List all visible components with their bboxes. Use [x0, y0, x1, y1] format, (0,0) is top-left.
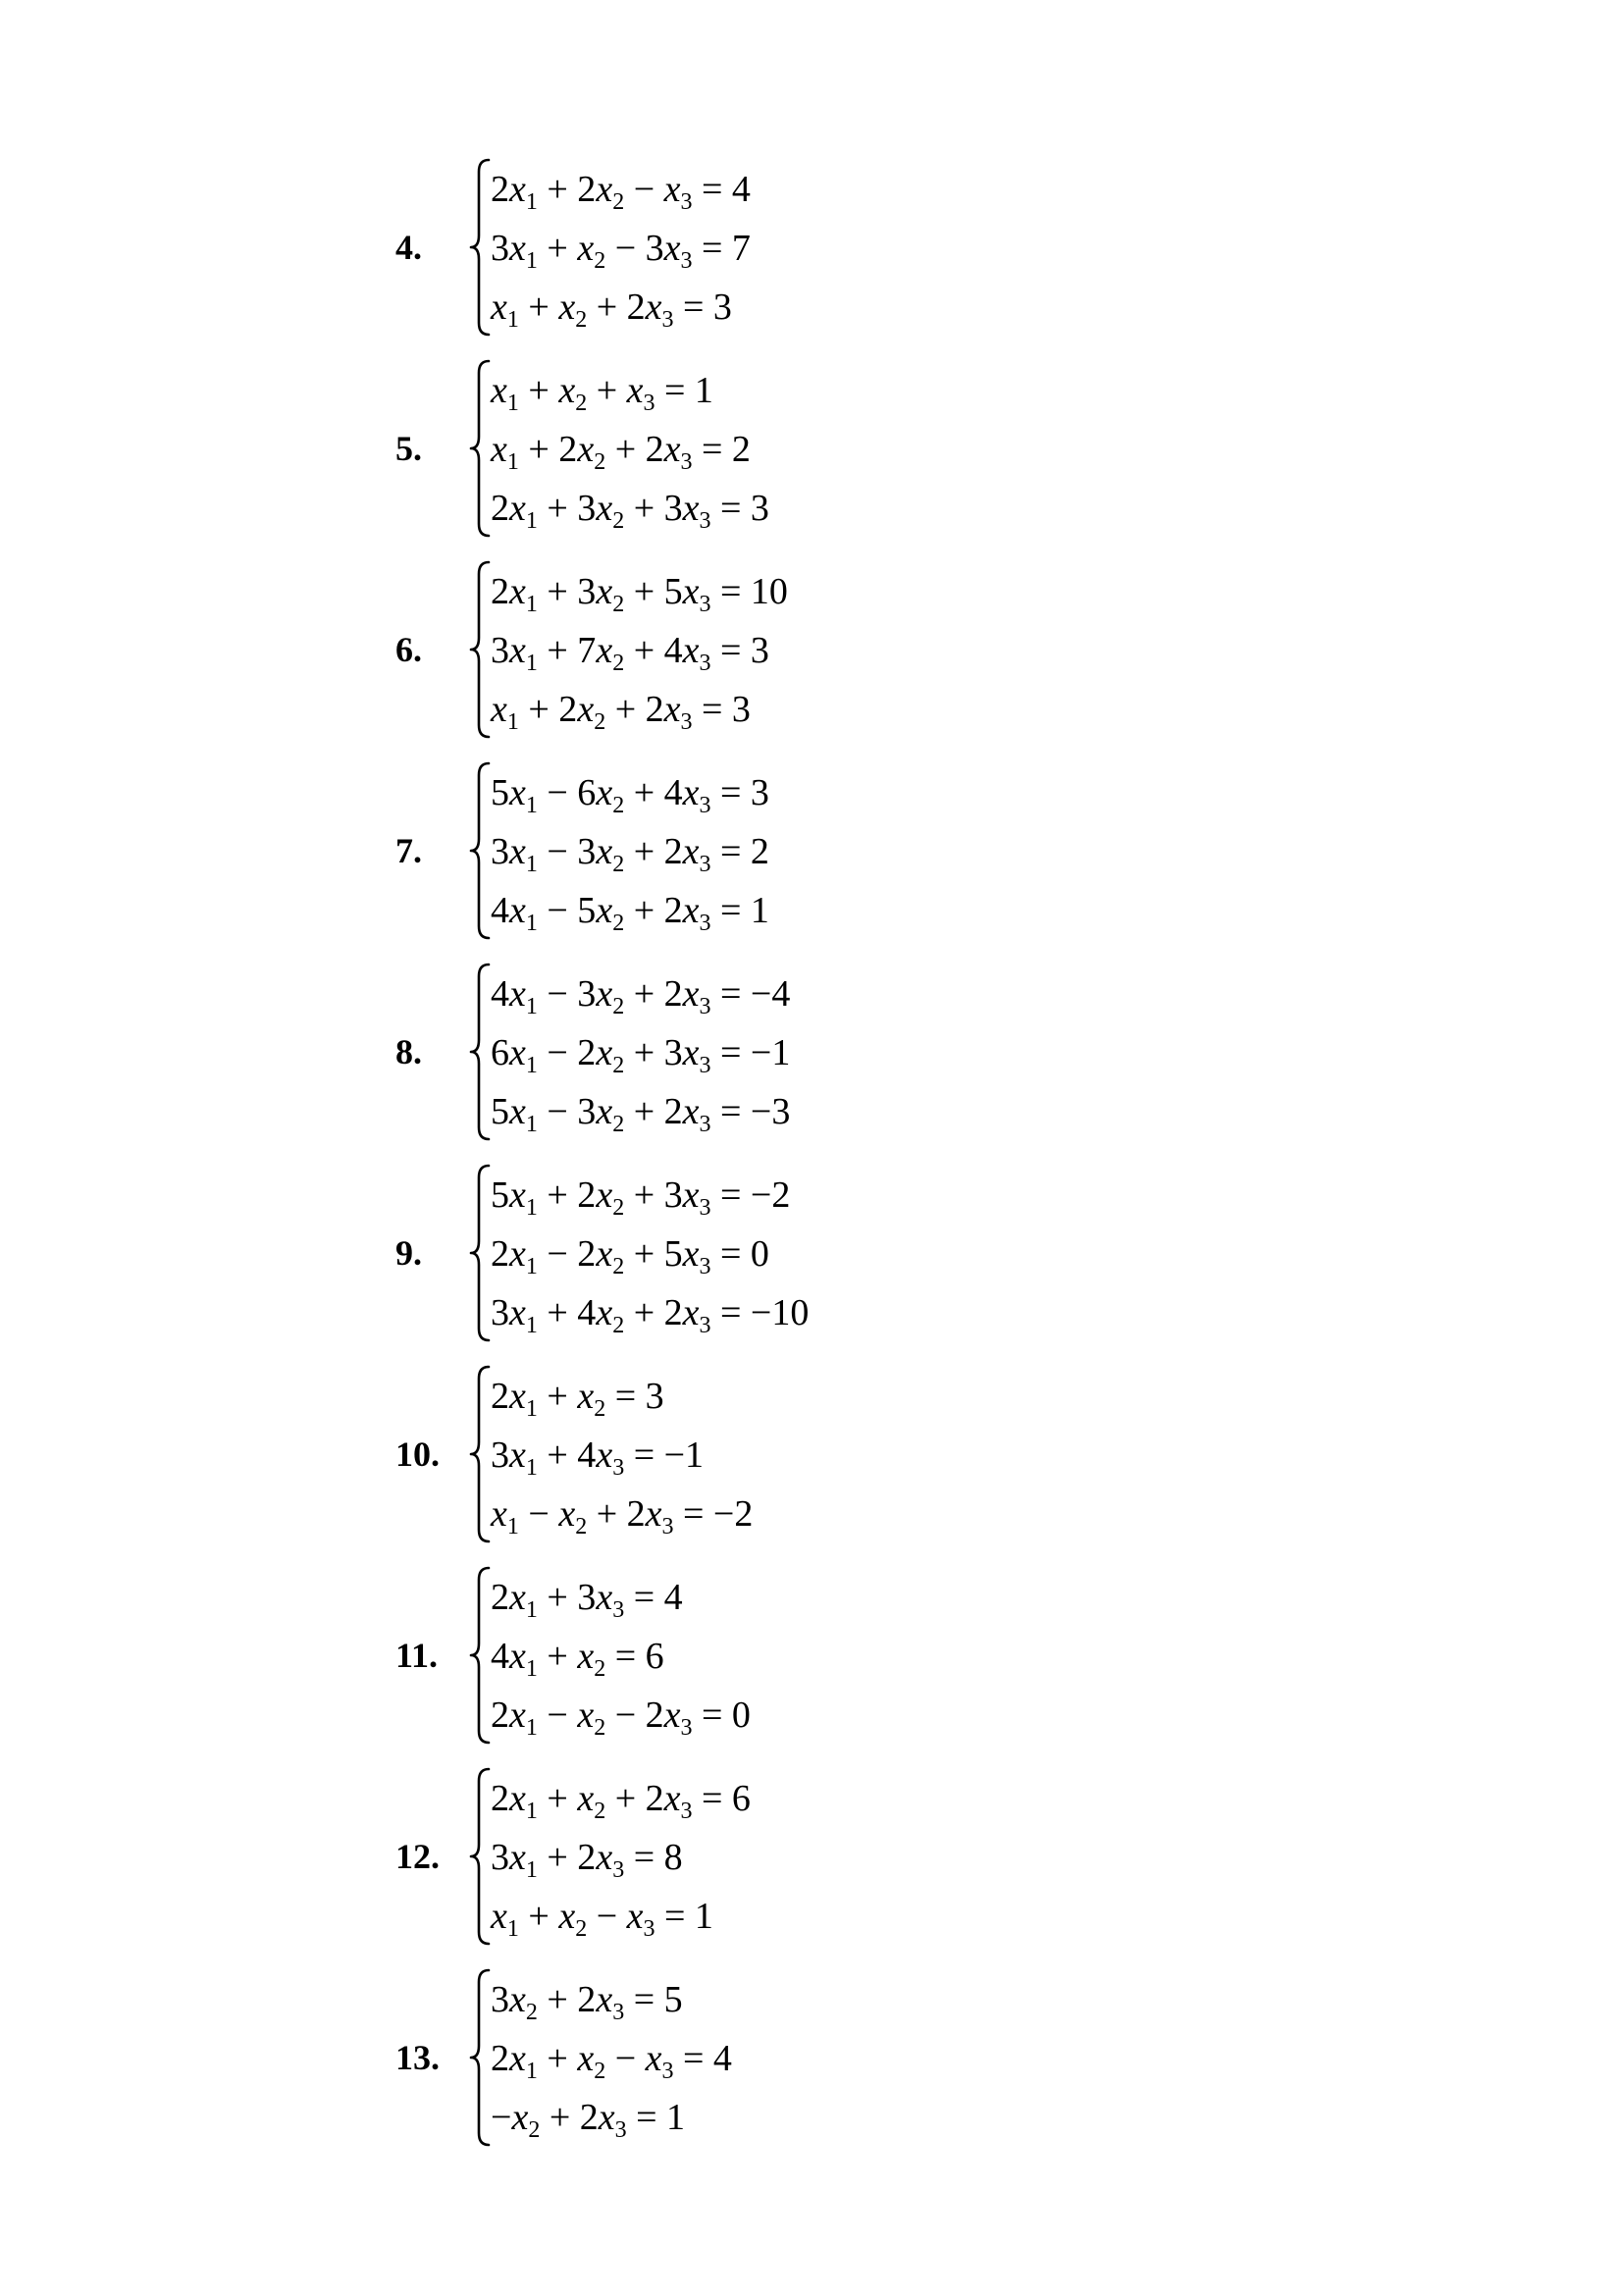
equation: $3x_1 + 4x_3 = -1$ — [491, 1434, 705, 1481]
equation-system — [0, 355, 1624, 542]
system-number: 12. — [395, 1837, 440, 1876]
equations — [491, 1763, 751, 1946]
equations — [491, 1964, 732, 2147]
equations — [491, 556, 788, 739]
equations — [491, 1562, 751, 1745]
system-number: 5. — [395, 429, 422, 468]
equation-system — [0, 1562, 1624, 1748]
equation: $2x_1 + x_2 - x_3 = 4$ — [491, 2038, 732, 2084]
equations — [491, 1361, 753, 1543]
system-number: 4. — [395, 228, 422, 267]
equation-system — [0, 1763, 1624, 1950]
equation-system — [0, 1160, 1624, 1346]
equation: $2x_1 + 3x_2 + 3x_3 = 3$ — [491, 488, 769, 534]
equation-system — [0, 556, 1624, 743]
equation: $x_1 + x_2 - x_3 = 1$ — [491, 1896, 713, 1942]
system-number: 10. — [395, 1434, 440, 1474]
equation: $3x_2 + 2x_3 = 5$ — [491, 1979, 683, 2025]
equation: $x_1 + x_2 + 2x_3 = 3$ — [491, 287, 732, 333]
equations — [491, 757, 769, 940]
equation: $2x_1 + x_2 + 2x_3 = 6$ — [491, 1778, 751, 1824]
equation: $5x_1 + 2x_2 + 3x_3 = -2$ — [491, 1174, 791, 1221]
equation-system — [0, 959, 1624, 1145]
system-number: 13. — [395, 2038, 440, 2077]
equation: $2x_1 + 2x_2 - x_3 = 4$ — [491, 169, 751, 215]
equation: $3x_1 + 7x_2 + 4x_3 = 3$ — [491, 630, 769, 676]
equation: $4x_1 + x_2 = 6$ — [491, 1636, 664, 1682]
equation: $-x_2 + 2x_3 = 1$ — [491, 2097, 686, 2143]
system-number: 11. — [395, 1636, 439, 1675]
system-number: 7. — [395, 831, 422, 870]
equations — [491, 959, 790, 1141]
equations — [491, 1160, 809, 1342]
equation-system — [0, 757, 1624, 944]
equations — [491, 355, 769, 538]
equation: $2x_1 + 3x_2 + 5x_3 = 10$ — [491, 571, 788, 617]
equation: $3x_1 - 3x_2 + 2x_3 = 2$ — [491, 831, 769, 877]
equation: $x_1 + 2x_2 + 2x_3 = 3$ — [491, 689, 751, 735]
equation: $2x_1 + x_2 = 3$ — [491, 1376, 664, 1422]
equation: $4x_1 - 3x_2 + 2x_3 = -4$ — [491, 973, 791, 1019]
equation-system — [0, 1361, 1624, 1547]
equation: $3x_1 + 4x_2 + 2x_3 = -10$ — [491, 1292, 810, 1338]
equation: $2x_1 - x_2 - 2x_3 = 0$ — [491, 1695, 751, 1741]
equation: $x_1 + x_2 + x_3 = 1$ — [491, 370, 713, 416]
equation: $3x_1 + 2x_3 = 8$ — [491, 1837, 683, 1883]
equation: $5x_1 - 3x_2 + 2x_3 = -3$ — [491, 1091, 791, 1137]
equation: $5x_1 - 6x_2 + 4x_3 = 3$ — [491, 772, 769, 818]
equations — [491, 154, 751, 337]
system-number: 8. — [395, 1032, 422, 1071]
equation: $x_1 - x_2 + 2x_3 = -2$ — [491, 1493, 754, 1539]
system-number: 9. — [395, 1233, 422, 1273]
system-number: 6. — [395, 630, 422, 669]
equation: $3x_1 + x_2 - 3x_3 = 7$ — [491, 228, 751, 274]
equation: $2x_1 - 2x_2 + 5x_3 = 0$ — [491, 1233, 769, 1279]
equation: $2x_1 + 3x_3 = 4$ — [491, 1577, 683, 1623]
equation-system — [0, 154, 1624, 340]
equation: $4x_1 - 5x_2 + 2x_3 = 1$ — [491, 890, 769, 936]
equation: $x_1 + 2x_2 + 2x_3 = 2$ — [491, 429, 751, 475]
equation: $6x_1 - 2x_2 + 3x_3 = -1$ — [491, 1032, 791, 1078]
equation-system — [0, 1964, 1624, 2151]
